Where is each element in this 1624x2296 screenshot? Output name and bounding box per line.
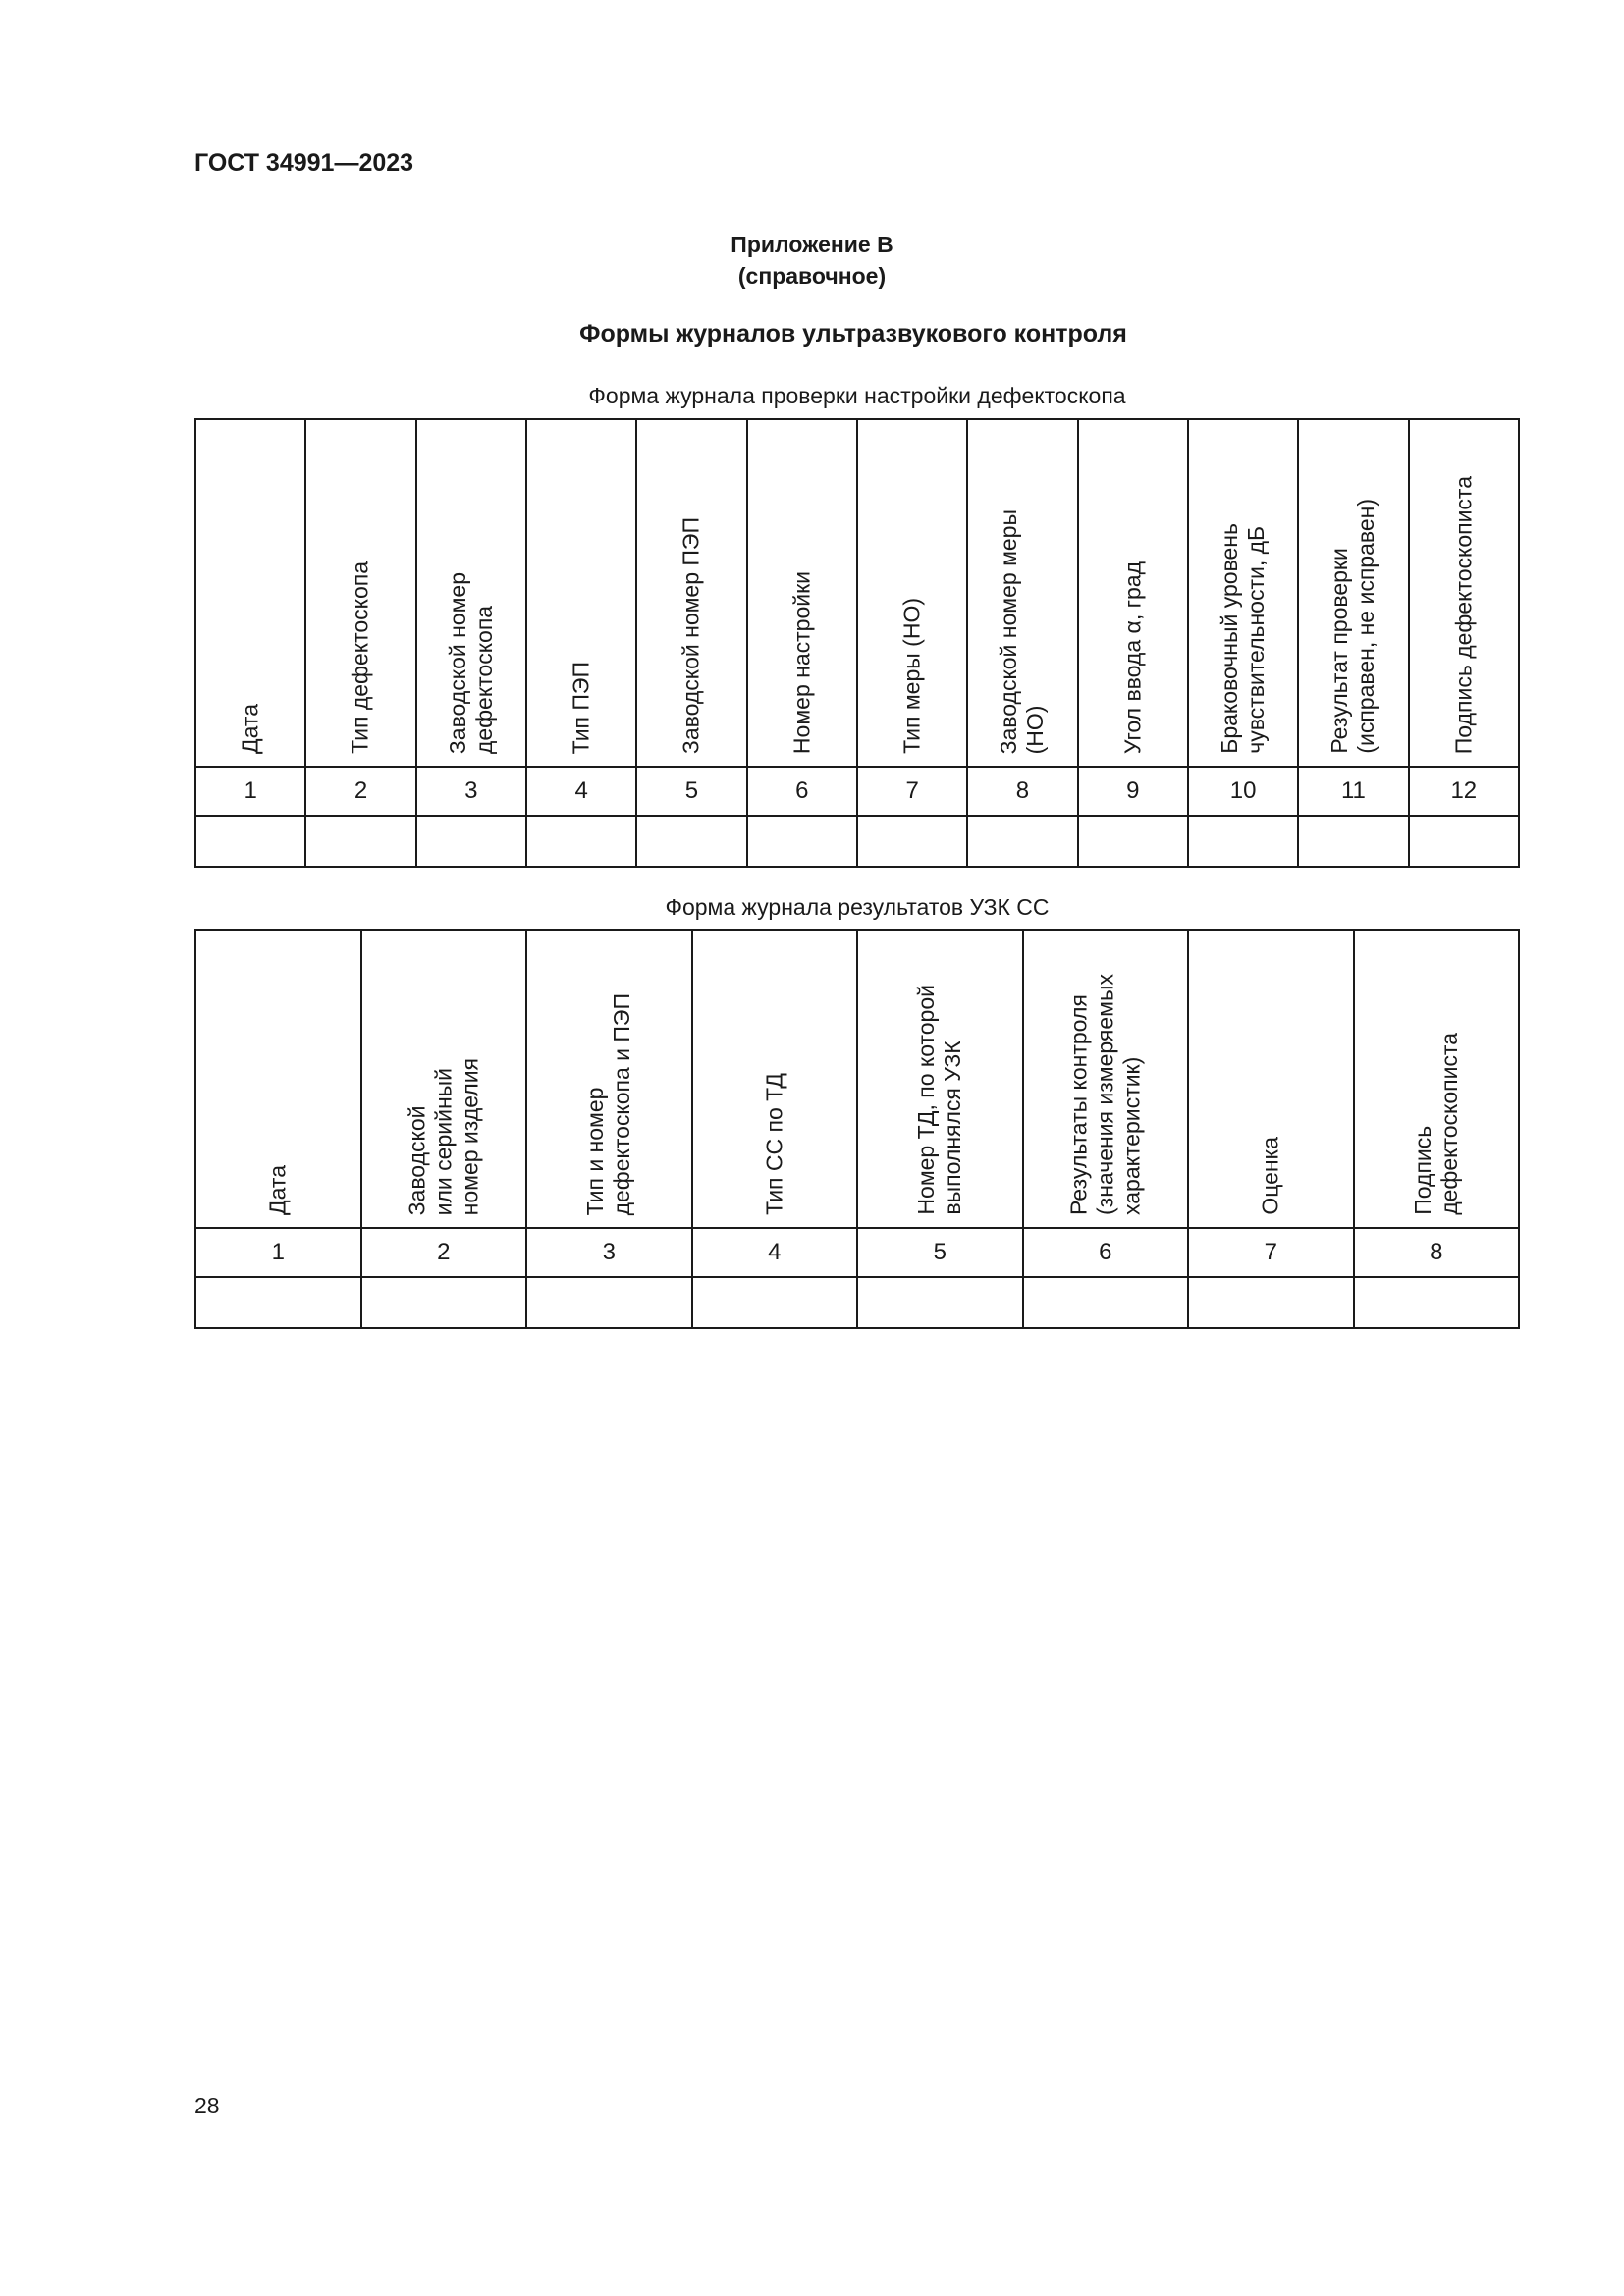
appendix-heading xyxy=(0,229,1624,292)
header-line: Тип меры (НО) xyxy=(898,598,925,754)
t2-column-number: 6 xyxy=(1023,1228,1189,1277)
t1-empty-cell[interactable] xyxy=(195,816,305,867)
t1-column-number: 2 xyxy=(305,767,415,816)
header-line: Заводской xyxy=(404,1105,430,1215)
t1-column-number: 11 xyxy=(1298,767,1408,816)
header-line: чувствительности, дБ xyxy=(1243,526,1270,754)
t1-header-text xyxy=(899,598,926,754)
t2-empty-cell[interactable] xyxy=(195,1277,361,1328)
t2-header-cell xyxy=(195,930,361,1228)
t1-column-number: 6 xyxy=(747,767,857,816)
t1-header-cell xyxy=(967,419,1077,767)
table1-number-row xyxy=(195,767,1519,816)
t1-header-text xyxy=(568,662,595,754)
t2-column-number: 8 xyxy=(1354,1228,1520,1277)
t2-header-text xyxy=(1410,1033,1463,1215)
t1-header-text xyxy=(678,517,705,754)
t2-column-number: 3 xyxy=(526,1228,692,1277)
header-line: Заводской номер ПЭП xyxy=(677,516,704,754)
t2-header-text xyxy=(265,1165,292,1215)
header-line: Дата xyxy=(237,704,263,754)
t2-empty-cell[interactable] xyxy=(1354,1277,1520,1328)
t1-header-cell xyxy=(1298,419,1408,767)
header-line: Заводской номер xyxy=(444,571,470,754)
header-line: дефектоскопа и ПЭП xyxy=(609,992,635,1215)
t1-empty-cell[interactable] xyxy=(1409,816,1519,867)
t1-header-cell xyxy=(526,419,636,767)
t1-header-cell xyxy=(857,419,967,767)
header-line: Угол ввода α, град xyxy=(1119,561,1146,754)
t1-column-number: 12 xyxy=(1409,767,1519,816)
t1-header-cell xyxy=(636,419,746,767)
t1-header-text xyxy=(1217,523,1270,754)
header-line: Номер ТД, по которой xyxy=(913,985,940,1215)
header-line: Тип СС по ТД xyxy=(761,1073,787,1215)
t1-empty-cell[interactable] xyxy=(857,816,967,867)
table2-blank-row xyxy=(195,1277,1519,1328)
table1-header-row xyxy=(195,419,1519,767)
t1-empty-cell[interactable] xyxy=(747,816,857,867)
main-title: Формы журналов ультразвукового контроля xyxy=(579,320,1127,347)
t1-empty-cell[interactable] xyxy=(1078,816,1188,867)
header-line: характеристик) xyxy=(1118,1056,1145,1215)
document-code: ГОСТ 34991—2023 xyxy=(194,149,414,177)
header-line: Результаты контроля xyxy=(1065,994,1092,1215)
t1-header-cell xyxy=(1078,419,1188,767)
t2-column-number: 2 xyxy=(361,1228,527,1277)
t2-header-cell xyxy=(526,930,692,1228)
t1-header-text xyxy=(348,561,374,754)
header-line: дефектоскописта xyxy=(1435,1033,1462,1215)
header-line: Результат проверки xyxy=(1326,548,1353,754)
table2-number-row xyxy=(195,1228,1519,1277)
table1-caption: Форма журнала проверки настройки дефектоскопа xyxy=(588,383,1126,408)
t2-header-cell xyxy=(1188,930,1354,1228)
page-number: 28 xyxy=(194,2093,220,2118)
t1-header-cell xyxy=(747,419,857,767)
t1-header-cell xyxy=(416,419,526,767)
header-line: Подпись дефектоскописта xyxy=(1450,475,1477,754)
table2-header-row xyxy=(195,930,1519,1228)
header-line: (НО) xyxy=(1022,705,1049,754)
header-line: Тип дефектоскопа xyxy=(347,561,373,754)
t1-header-text xyxy=(788,571,815,754)
t1-empty-cell[interactable] xyxy=(1188,816,1298,867)
appendix-title: Приложение В xyxy=(731,232,893,257)
t2-header-cell xyxy=(361,930,527,1228)
header-line: Тип ПЭП xyxy=(568,661,594,754)
t2-header-text xyxy=(582,993,635,1215)
t1-empty-cell[interactable] xyxy=(526,816,636,867)
t1-column-number: 7 xyxy=(857,767,967,816)
header-line: дефектоскопа xyxy=(470,605,497,754)
t2-header-text xyxy=(1065,974,1145,1215)
t2-empty-cell[interactable] xyxy=(1023,1277,1189,1328)
t1-empty-cell[interactable] xyxy=(1298,816,1408,867)
t2-column-number: 7 xyxy=(1188,1228,1354,1277)
t1-header-cell xyxy=(195,419,305,767)
header-line: Тип и номер xyxy=(582,1087,609,1215)
results-journal-table xyxy=(194,929,1520,1329)
t2-empty-cell[interactable] xyxy=(361,1277,527,1328)
t1-header-text xyxy=(238,704,264,754)
table2-caption: Форма журнала результатов УЗК СС xyxy=(665,894,1050,920)
t1-column-number: 9 xyxy=(1078,767,1188,816)
t2-header-cell xyxy=(1023,930,1189,1228)
header-line: Номер настройки xyxy=(788,570,815,754)
header-line: номер изделия xyxy=(457,1057,483,1215)
t2-column-number: 4 xyxy=(692,1228,858,1277)
t2-header-text xyxy=(404,1058,483,1215)
t1-column-number: 5 xyxy=(636,767,746,816)
t1-header-text xyxy=(1119,561,1146,754)
t1-header-cell xyxy=(1409,419,1519,767)
t2-header-text xyxy=(913,985,966,1215)
header-line: Заводской номер меры xyxy=(996,508,1022,754)
t1-header-cell xyxy=(1188,419,1298,767)
header-line: (значения измеряемых xyxy=(1092,974,1118,1215)
table1-blank-row xyxy=(195,816,1519,867)
header-line: или серийный xyxy=(430,1067,457,1215)
t1-header-text xyxy=(996,509,1049,754)
t1-header-text xyxy=(445,572,498,754)
t1-column-number: 1 xyxy=(195,767,305,816)
header-line: (исправен, не исправен) xyxy=(1353,499,1380,754)
header-line: Оценка xyxy=(1257,1137,1283,1215)
t2-empty-cell[interactable] xyxy=(857,1277,1023,1328)
t1-column-number: 4 xyxy=(526,767,636,816)
t1-empty-cell[interactable] xyxy=(636,816,746,867)
t1-column-number: 10 xyxy=(1188,767,1298,816)
header-line: выполнялся УЗК xyxy=(940,1041,966,1215)
t1-empty-cell[interactable] xyxy=(967,816,1077,867)
t2-empty-cell[interactable] xyxy=(1188,1277,1354,1328)
t2-empty-cell[interactable] xyxy=(526,1277,692,1328)
header-line: Подпись xyxy=(1409,1125,1435,1215)
t2-column-number: 5 xyxy=(857,1228,1023,1277)
t1-header-cell xyxy=(305,419,415,767)
setup-check-journal-table xyxy=(194,418,1520,868)
t2-header-cell xyxy=(1354,930,1520,1228)
t2-empty-cell[interactable] xyxy=(692,1277,858,1328)
t1-column-number: 3 xyxy=(416,767,526,816)
t2-header-cell xyxy=(692,930,858,1228)
t1-empty-cell[interactable] xyxy=(305,816,415,867)
t2-column-number: 1 xyxy=(195,1228,361,1277)
t2-header-text xyxy=(761,1073,787,1215)
header-line: Браковочный уровень xyxy=(1217,523,1243,754)
header-line: Дата xyxy=(264,1165,291,1215)
t1-header-text xyxy=(1450,476,1477,754)
appendix-subtitle: (справочное) xyxy=(737,263,887,289)
t2-header-text xyxy=(1258,1137,1284,1215)
t1-header-text xyxy=(1326,499,1380,754)
t2-header-cell xyxy=(857,930,1023,1228)
t1-column-number: 8 xyxy=(967,767,1077,816)
t1-empty-cell[interactable] xyxy=(416,816,526,867)
